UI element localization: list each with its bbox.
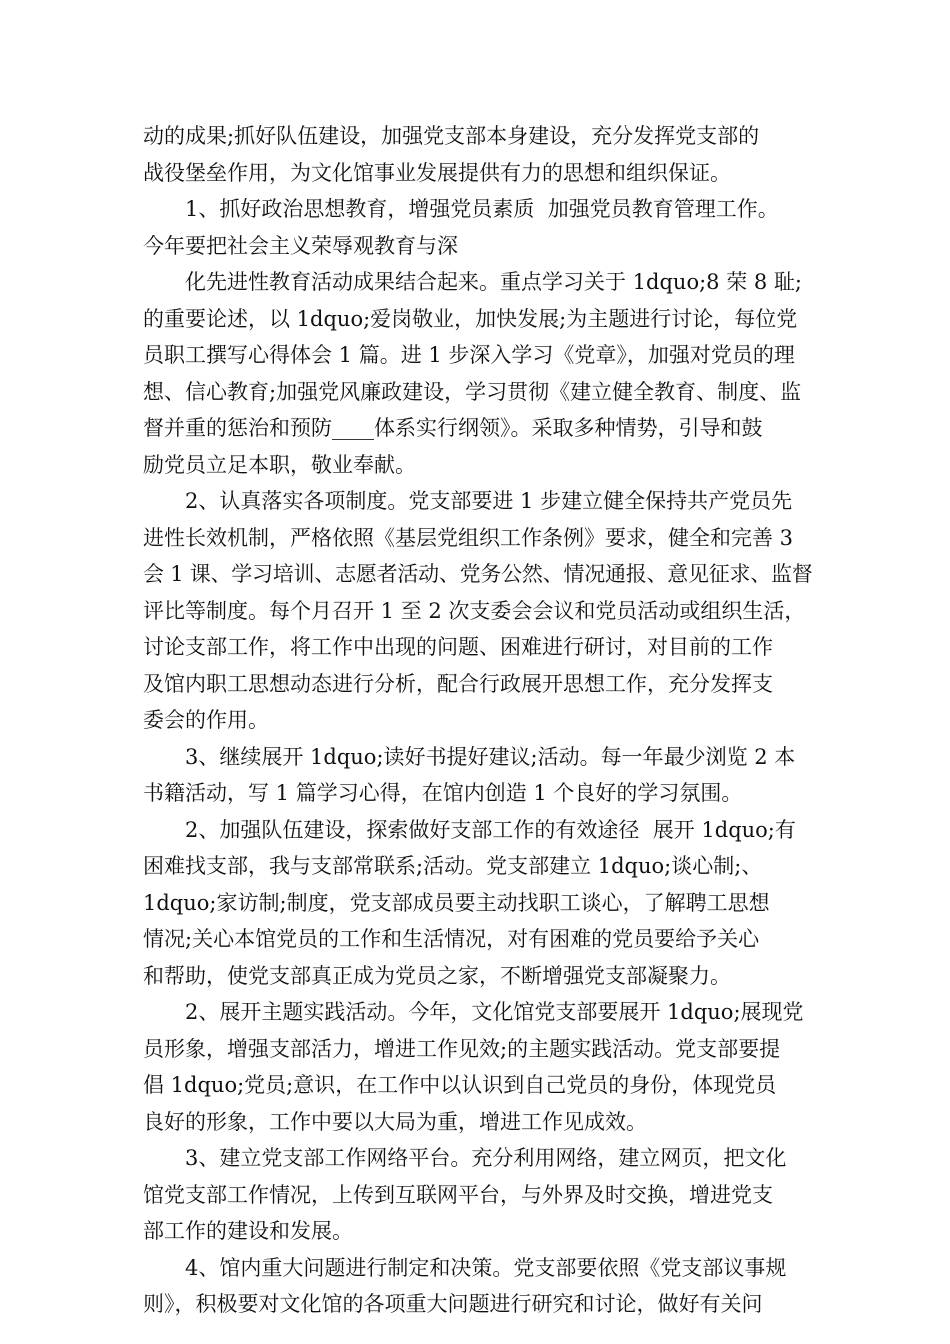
text-line: 讨论支部工作，将工作中出现的问题、困难进行研讨，对目前的工作 xyxy=(143,635,773,659)
paragraph-first-line: 化先进性教育活动成果结合起来。重点学习关于 1dquo;8 荣 8 耻; xyxy=(185,270,802,294)
paragraph-first-line: 2、认真落实各项制度。党支部要进 1 步建立健全保持共产党员先 xyxy=(185,489,793,513)
text-line: 部工作的建设和发展。 xyxy=(143,1219,353,1243)
paragraph-first-line: 3、继续展开 1dquo;读好书提好建议;活动。每一年最少浏览 2 本 xyxy=(185,744,796,769)
text-line: 员职工撰写心得体会 1 篇。进 1 步深入学习《党章》，加强对党员的理 xyxy=(143,343,795,367)
text-line: 今年要把社会主义荣辱观教育与深 xyxy=(143,233,458,258)
text-line: 督并重的惩治和预防____体系实行纲领》。采取多种情势，引导和鼓 xyxy=(143,416,763,440)
text-line: 则》，积极要对文化馆的各项重大问题进行研究和讨论，做好有关问 xyxy=(143,1292,763,1316)
paragraph-first-line: 1、抓好政治思想教育，增强党员素质 加强党员教育管理工作。 xyxy=(185,197,779,221)
text-line: 馆党支部工作情况，上传到互联网平台，与外界及时交换，增进党支 xyxy=(143,1182,773,1207)
text-line: 和帮助，使党支部真正成为党员之家，不断增强党支部凝聚力。 xyxy=(143,963,731,988)
text-line: 倡 1dquo;党员;意识，在工作中以认识到自己党员的身份，体现党员 xyxy=(143,1073,777,1097)
text-line: 会 1 课、学习培训、志愿者活动、党务公然、情况通报、意见征求、监督 xyxy=(143,562,813,586)
text-line: 困难找支部，我与支部常联系;活动。党支部建立 1dquo;谈心制;、 xyxy=(143,854,763,878)
text-line: 评比等制度。每个月召开 1 至 2 次支委会会议和党员活动或组织生活， xyxy=(143,598,806,623)
text-line: 想、信心教育;加强党风廉政建设，学习贯彻《建立健全教育、制度、监 xyxy=(143,379,802,404)
text-line: 动的成果;抓好队伍建设，加强党支部本身建设，充分发挥党支部的 xyxy=(143,124,760,148)
paragraph-first-line: 3、建立党支部工作网络平台。充分利用网络，建立网页，把文化 xyxy=(185,1146,787,1170)
text-line: 的重要论述，以 1dquo;爱岗敬业，加快发展;为主题进行讨论，每位党 xyxy=(143,306,798,331)
document-page xyxy=(143,118,813,1323)
paragraph-first-line: 2、加强队伍建设，探索做好支部工作的有效途径 展开 1dquo;有 xyxy=(185,817,796,842)
paragraph-first-line: 4、馆内重大问题进行制定和决策。党支部要依照《党支部议事规 xyxy=(185,1255,787,1280)
text-line: 良好的形象，工作中要以大局为重，增进工作见成效。 xyxy=(143,1109,647,1134)
text-line: 战役堡垒作用，为文化馆事业发展提供有力的思想和组织保证。 xyxy=(143,160,731,185)
text-line: 委会的作用。 xyxy=(143,708,269,732)
text-line: 进性长效机制，严格依照《基层党组织工作条例》要求，健全和完善 3 xyxy=(143,525,794,550)
text-line: 员形象，增强支部活力，增进工作见效;的主题实践活动。党支部要提 xyxy=(143,1036,781,1061)
text-line: 及馆内职工思想动态进行分析，配合行政展开思想工作，充分发挥支 xyxy=(143,671,773,696)
paragraph-first-line: 2、展开主题实践活动。今年，文化馆党支部要展开 1dquo;展现党 xyxy=(185,1000,804,1024)
text-line: 1dquo;家访制;制度，党支部成员要主动找职工谈心，了解聘工思想 xyxy=(143,890,770,915)
text-line: 励党员立足本职，敬业奉献。 xyxy=(143,452,416,477)
text-line: 书籍活动，写 1 篇学习心得，在馆内创造 1 个良好的学习氛围。 xyxy=(143,781,743,805)
text-line: 情况;关心本馆党员的工作和生活情况，对有困难的党员要给予关心 xyxy=(143,927,760,951)
